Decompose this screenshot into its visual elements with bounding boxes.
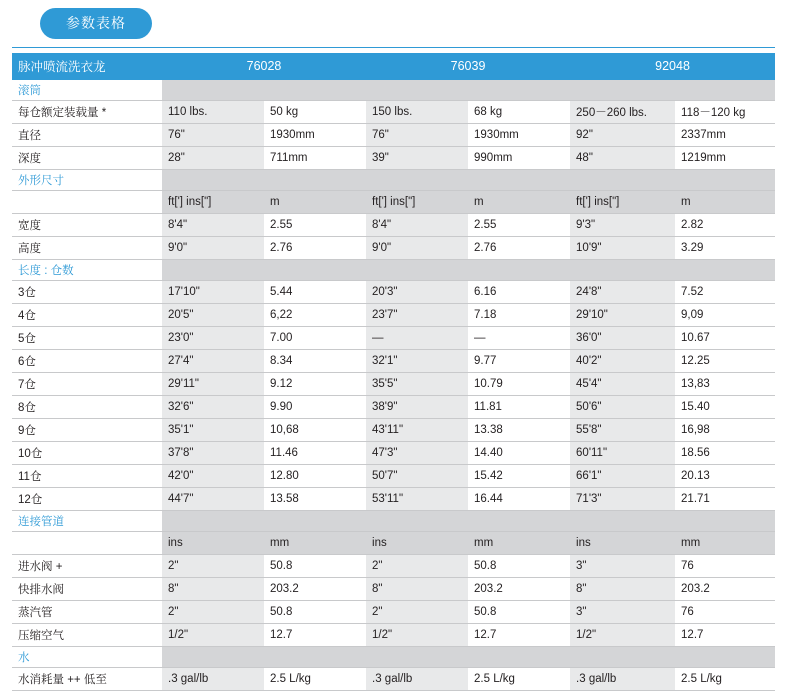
row-label: 11仓: [12, 464, 162, 487]
row-value: 68 kg: [468, 100, 570, 123]
table-header-row: [12, 53, 775, 80]
row-value: 15.42: [468, 464, 570, 487]
section-filler: [162, 169, 264, 190]
row-value: 28": [162, 146, 264, 169]
table-row: [12, 464, 775, 487]
unit-cell: m: [264, 190, 366, 213]
row-label: 7仓: [12, 372, 162, 395]
unit-cell: ins: [570, 531, 675, 554]
header-divider: [12, 47, 775, 48]
row-value: 2.55: [468, 213, 570, 236]
table-row: [12, 554, 775, 577]
row-label: 水消耗量 ++ 低至: [12, 667, 162, 690]
row-value: 12.7: [468, 623, 570, 646]
row-value: 9.77: [468, 349, 570, 372]
section-filler: [264, 169, 366, 190]
row-value: 6,22: [264, 303, 366, 326]
section-filler: [366, 510, 468, 531]
row-value: 5.44: [264, 280, 366, 303]
row-value: 50.8: [468, 554, 570, 577]
row-value: 21.71: [675, 487, 775, 510]
row-value: 11.46: [264, 441, 366, 464]
row-label: 快排水阀: [12, 577, 162, 600]
row-label: 直径: [12, 123, 162, 146]
row-value: 45'4": [570, 372, 675, 395]
section-filler: [570, 259, 675, 280]
row-value: 50 kg: [264, 100, 366, 123]
row-value: 14.40: [468, 441, 570, 464]
row-value: 8": [162, 577, 264, 600]
row-value: 7.52: [675, 280, 775, 303]
section-filler: [675, 510, 775, 531]
row-value: 37'8": [162, 441, 264, 464]
row-value: .3 gal/lb: [366, 667, 468, 690]
row-value: 36'0": [570, 326, 675, 349]
row-value: 2.82: [675, 213, 775, 236]
row-value: 711mm: [264, 146, 366, 169]
specification-table: [12, 53, 775, 691]
row-value: 2.55: [264, 213, 366, 236]
header-model-76028: 76028: [162, 53, 366, 80]
row-value: 12.7: [675, 623, 775, 646]
section-row: [12, 169, 775, 190]
section-filler: [162, 646, 264, 667]
row-value: 6.16: [468, 280, 570, 303]
unit-cell: ins: [162, 531, 264, 554]
row-value: 47'3": [366, 441, 468, 464]
row-label: 高度: [12, 236, 162, 259]
unit-cell: mm: [264, 531, 366, 554]
row-value: 12.7: [264, 623, 366, 646]
row-label: 深度: [12, 146, 162, 169]
row-value: 118－120 kg: [675, 100, 775, 123]
row-value: 27'4": [162, 349, 264, 372]
section-row: [12, 80, 775, 101]
row-value: 38'9": [366, 395, 468, 418]
row-value: 9.90: [264, 395, 366, 418]
row-value: 3": [570, 600, 675, 623]
row-value: 2.5 L/kg: [264, 667, 366, 690]
row-value: 10.79: [468, 372, 570, 395]
table-row: [12, 372, 775, 395]
row-value: 1930mm: [468, 123, 570, 146]
row-value: 23'0": [162, 326, 264, 349]
row-label: 每仓额定装载量 *: [12, 100, 162, 123]
section-label: 外形尺寸: [12, 169, 162, 190]
table-row: [12, 326, 775, 349]
row-value: 13,83: [675, 372, 775, 395]
unit-cell: mm: [468, 531, 570, 554]
section-filler: [264, 80, 366, 101]
row-value: 10.67: [675, 326, 775, 349]
unit-cell: mm: [675, 531, 775, 554]
row-value: 1/2": [570, 623, 675, 646]
row-value: 92": [570, 123, 675, 146]
row-value: 48": [570, 146, 675, 169]
row-label: 5仓: [12, 326, 162, 349]
row-value: 20'5": [162, 303, 264, 326]
row-value: 9,09: [675, 303, 775, 326]
table-row: [12, 146, 775, 169]
row-value: 35'1": [162, 418, 264, 441]
row-label: 10仓: [12, 441, 162, 464]
row-value: 76": [162, 123, 264, 146]
row-value: 76": [366, 123, 468, 146]
section-row: [12, 510, 775, 531]
row-value: 13.38: [468, 418, 570, 441]
row-label: 3仓: [12, 280, 162, 303]
row-value: 18.56: [675, 441, 775, 464]
section-filler: [675, 80, 775, 101]
row-value: 76: [675, 600, 775, 623]
table-row: [12, 441, 775, 464]
section-filler: [570, 646, 675, 667]
row-label: 8仓: [12, 395, 162, 418]
section-filler: [675, 646, 775, 667]
page-header: [0, 0, 787, 45]
section-filler: [366, 80, 468, 101]
row-value: 1219mm: [675, 146, 775, 169]
row-value: 9.12: [264, 372, 366, 395]
section-filler: [570, 80, 675, 101]
section-filler: [264, 646, 366, 667]
row-value: 2337mm: [675, 123, 775, 146]
section-filler: [570, 510, 675, 531]
row-value: 12.80: [264, 464, 366, 487]
unit-label-empty: [12, 190, 162, 213]
row-value: 203.2: [675, 577, 775, 600]
unit-cell: m: [468, 190, 570, 213]
row-value: 42'0": [162, 464, 264, 487]
row-value: 2": [162, 600, 264, 623]
table-row: [12, 395, 775, 418]
row-label: 12仓: [12, 487, 162, 510]
row-value: 66'1": [570, 464, 675, 487]
table-row: [12, 303, 775, 326]
row-value: 60'11": [570, 441, 675, 464]
row-value: 3.29: [675, 236, 775, 259]
row-value: 8'4": [366, 213, 468, 236]
unit-row: [12, 531, 775, 554]
unit-label-empty: [12, 531, 162, 554]
table-row: [12, 623, 775, 646]
section-filler: [468, 80, 570, 101]
row-value: 29'10": [570, 303, 675, 326]
section-row: [12, 646, 775, 667]
row-value: 2": [366, 600, 468, 623]
row-value: 1/2": [162, 623, 264, 646]
section-label: 水: [12, 646, 162, 667]
row-value: 11.81: [468, 395, 570, 418]
row-value: 20'3": [366, 280, 468, 303]
row-value: 9'0": [162, 236, 264, 259]
table-row: [12, 600, 775, 623]
row-value: 1/2": [366, 623, 468, 646]
section-label: 长度 : 仓数: [12, 259, 162, 280]
row-value: 50'6": [570, 395, 675, 418]
table-row: [12, 487, 775, 510]
row-value: 7.00: [264, 326, 366, 349]
section-filler: [162, 80, 264, 101]
header-model-92048: 92048: [570, 53, 775, 80]
table-row: [12, 280, 775, 303]
row-value: 110 lbs.: [162, 100, 264, 123]
table-row: [12, 213, 775, 236]
row-value: 2.76: [264, 236, 366, 259]
table-row: [12, 667, 775, 690]
unit-cell: m: [675, 190, 775, 213]
row-value: 35'5": [366, 372, 468, 395]
row-value: 9'3": [570, 213, 675, 236]
table-row: [12, 123, 775, 146]
row-value: 250－260 lbs.: [570, 100, 675, 123]
row-value: 2.5 L/kg: [675, 667, 775, 690]
section-filler: [675, 259, 775, 280]
row-label: 9仓: [12, 418, 162, 441]
row-value: 50'7": [366, 464, 468, 487]
row-value: 32'6": [162, 395, 264, 418]
section-filler: [468, 169, 570, 190]
row-value: 50.8: [468, 600, 570, 623]
row-label: 蒸汽管: [12, 600, 162, 623]
row-value: 3": [570, 554, 675, 577]
row-value: 40'2": [570, 349, 675, 372]
row-label: 4仓: [12, 303, 162, 326]
row-value: 39": [366, 146, 468, 169]
row-value: 10'9": [570, 236, 675, 259]
row-value: 43'11": [366, 418, 468, 441]
section-filler: [468, 259, 570, 280]
row-value: 8": [366, 577, 468, 600]
section-label: 滚筒: [12, 80, 162, 101]
row-value: 8": [570, 577, 675, 600]
row-value: 2": [366, 554, 468, 577]
row-value: 53'11": [366, 487, 468, 510]
section-filler: [468, 646, 570, 667]
section-filler: [366, 169, 468, 190]
section-filler: [162, 259, 264, 280]
section-row: [12, 259, 775, 280]
row-value: 8.34: [264, 349, 366, 372]
row-value: 20.13: [675, 464, 775, 487]
section-filler: [264, 510, 366, 531]
row-value: 44'7": [162, 487, 264, 510]
row-value: 16.44: [468, 487, 570, 510]
row-value: 150 lbs.: [366, 100, 468, 123]
row-value: 29'11": [162, 372, 264, 395]
row-label: 压缩空气: [12, 623, 162, 646]
unit-cell: ft['] ins["]: [570, 190, 675, 213]
header-model-76039: 76039: [366, 53, 570, 80]
row-value: —: [366, 326, 468, 349]
section-filler: [366, 259, 468, 280]
section-filler: [570, 169, 675, 190]
row-value: 13.58: [264, 487, 366, 510]
row-value: 71'3": [570, 487, 675, 510]
row-value: 24'8": [570, 280, 675, 303]
row-value: 17'10": [162, 280, 264, 303]
section-filler: [264, 259, 366, 280]
header-title-cell: 脉冲喷流洗衣龙: [12, 53, 162, 80]
table-row: [12, 418, 775, 441]
row-value: 2": [162, 554, 264, 577]
row-value: 9'0": [366, 236, 468, 259]
row-value: 50.8: [264, 600, 366, 623]
unit-cell: ft['] ins["]: [366, 190, 468, 213]
section-filler: [366, 646, 468, 667]
table-row: [12, 349, 775, 372]
row-value: 10,68: [264, 418, 366, 441]
row-value: 2.76: [468, 236, 570, 259]
unit-row: [12, 190, 775, 213]
row-value: 1930mm: [264, 123, 366, 146]
row-value: 990mm: [468, 146, 570, 169]
section-label: 连接管道: [12, 510, 162, 531]
section-filler: [675, 169, 775, 190]
row-value: 203.2: [468, 577, 570, 600]
row-label: 6仓: [12, 349, 162, 372]
row-label: 宽度: [12, 213, 162, 236]
page-title-badge: 参数表格: [40, 8, 152, 39]
row-value: 15.40: [675, 395, 775, 418]
row-value: .3 gal/lb: [162, 667, 264, 690]
row-value: 16,98: [675, 418, 775, 441]
table-row: [12, 100, 775, 123]
unit-cell: ft['] ins["]: [162, 190, 264, 213]
row-value: 76: [675, 554, 775, 577]
row-value: 55'8": [570, 418, 675, 441]
table-row: [12, 577, 775, 600]
table-row: [12, 236, 775, 259]
row-value: 203.2: [264, 577, 366, 600]
row-value: 2.5 L/kg: [468, 667, 570, 690]
row-value: —: [468, 326, 570, 349]
row-value: 50.8: [264, 554, 366, 577]
section-filler: [162, 510, 264, 531]
row-value: 7.18: [468, 303, 570, 326]
row-value: 32'1": [366, 349, 468, 372]
unit-cell: ins: [366, 531, 468, 554]
row-value: 12.25: [675, 349, 775, 372]
row-value: 8'4": [162, 213, 264, 236]
row-label: 进水阀 +: [12, 554, 162, 577]
section-filler: [468, 510, 570, 531]
row-value: .3 gal/lb: [570, 667, 675, 690]
row-value: 23'7": [366, 303, 468, 326]
